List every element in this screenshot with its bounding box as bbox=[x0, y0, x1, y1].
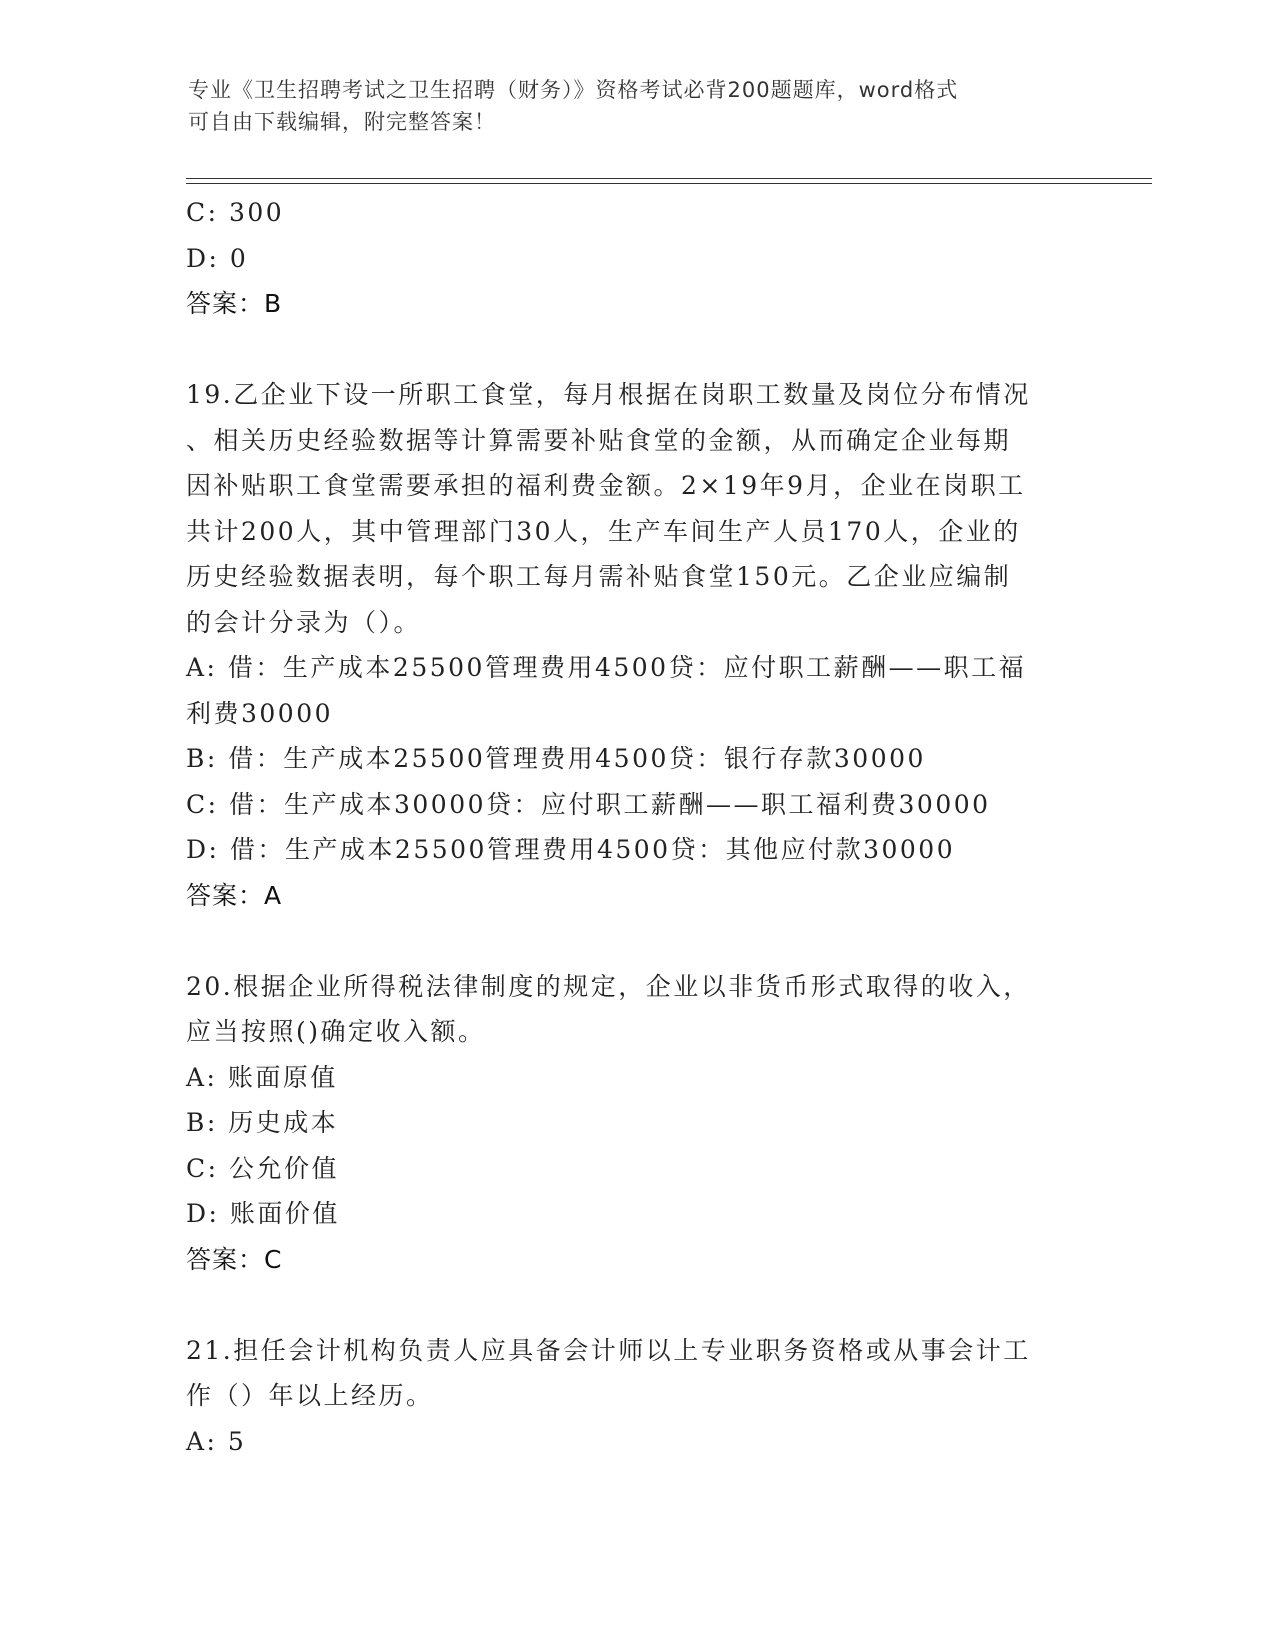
question-text: 19.乙企业下设一所职工食堂，每月根据在岗职工数量及岗位分布情况 bbox=[186, 380, 1031, 409]
answer-line: 答案：B bbox=[186, 289, 283, 318]
header-line: 专业《卫生招聘考试之卫生招聘（财务）》资格考试必背200题题库，word格式 bbox=[188, 78, 959, 102]
answer-line: 答案：C bbox=[186, 1244, 283, 1274]
option-a: A: 5 bbox=[186, 1426, 247, 1456]
question-text: 20.根据企业所得税法律制度的规定，企业以非货币形式取得的收入， bbox=[186, 971, 1031, 1001]
question-text: 21.担任会计机构负责人应具备会计师以上专业职务资格或从事会计工 bbox=[186, 1335, 1031, 1365]
spacer bbox=[186, 1282, 1086, 1328]
header-line: 可自由下载编辑，附完整答案！ bbox=[188, 110, 496, 134]
option-c: C: 公允价值 bbox=[186, 1153, 339, 1183]
spacer bbox=[186, 918, 1086, 964]
question-block-21 bbox=[186, 1328, 1086, 1465]
question-text: 共计200人，其中管理部门30人，生产车间生产人员170人，企业的 bbox=[186, 516, 1021, 546]
option-c: C: 借：生产成本30000贷：应付职工薪酬——职工福利费30000 bbox=[186, 789, 991, 819]
question-text: 应当按照()确定收入额。 bbox=[186, 1017, 486, 1046]
option-d: D: 借：生产成本25500管理费用4500贷：其他应付款30000 bbox=[186, 835, 956, 864]
spacer bbox=[186, 327, 1086, 373]
question-block-prev bbox=[186, 190, 1086, 327]
document-body bbox=[186, 190, 1086, 1464]
question-text: 、相关历史经验数据等计算需要补贴食堂的金额，从而确定企业每期 bbox=[186, 425, 1012, 455]
option-a: A: 账面原值 bbox=[186, 1062, 338, 1092]
option-d: D: 0 bbox=[186, 243, 249, 273]
option-a: A: 借：生产成本25500管理费用4500贷：应付职工薪酬——职工福 bbox=[186, 653, 1027, 682]
header-divider bbox=[186, 183, 1152, 184]
question-text: 的会计分录为（）。 bbox=[186, 607, 422, 637]
option-b: B: 借：生产成本25500管理费用4500贷：银行存款30000 bbox=[186, 744, 926, 773]
option-b: B: 历史成本 bbox=[186, 1108, 339, 1137]
question-text: 因补贴职工食堂需要承担的福利费金额。2×19年9月，企业在岗职工 bbox=[186, 471, 1026, 500]
header-divider bbox=[186, 178, 1152, 179]
option-d: D: 账面价值 bbox=[186, 1199, 340, 1228]
question-text: 作（）年以上经历。 bbox=[186, 1381, 434, 1410]
question-block-19 bbox=[186, 372, 1086, 918]
option-a-continued: 利费30000 bbox=[186, 698, 334, 728]
document-header bbox=[188, 74, 1088, 138]
answer-line: 答案：A bbox=[186, 880, 283, 910]
option-c: C: 300 bbox=[186, 198, 285, 227]
question-text: 历史经验数据表明，每个职工每月需补贴食堂150元。乙企业应编制 bbox=[186, 562, 1012, 591]
question-block-20 bbox=[186, 964, 1086, 1283]
